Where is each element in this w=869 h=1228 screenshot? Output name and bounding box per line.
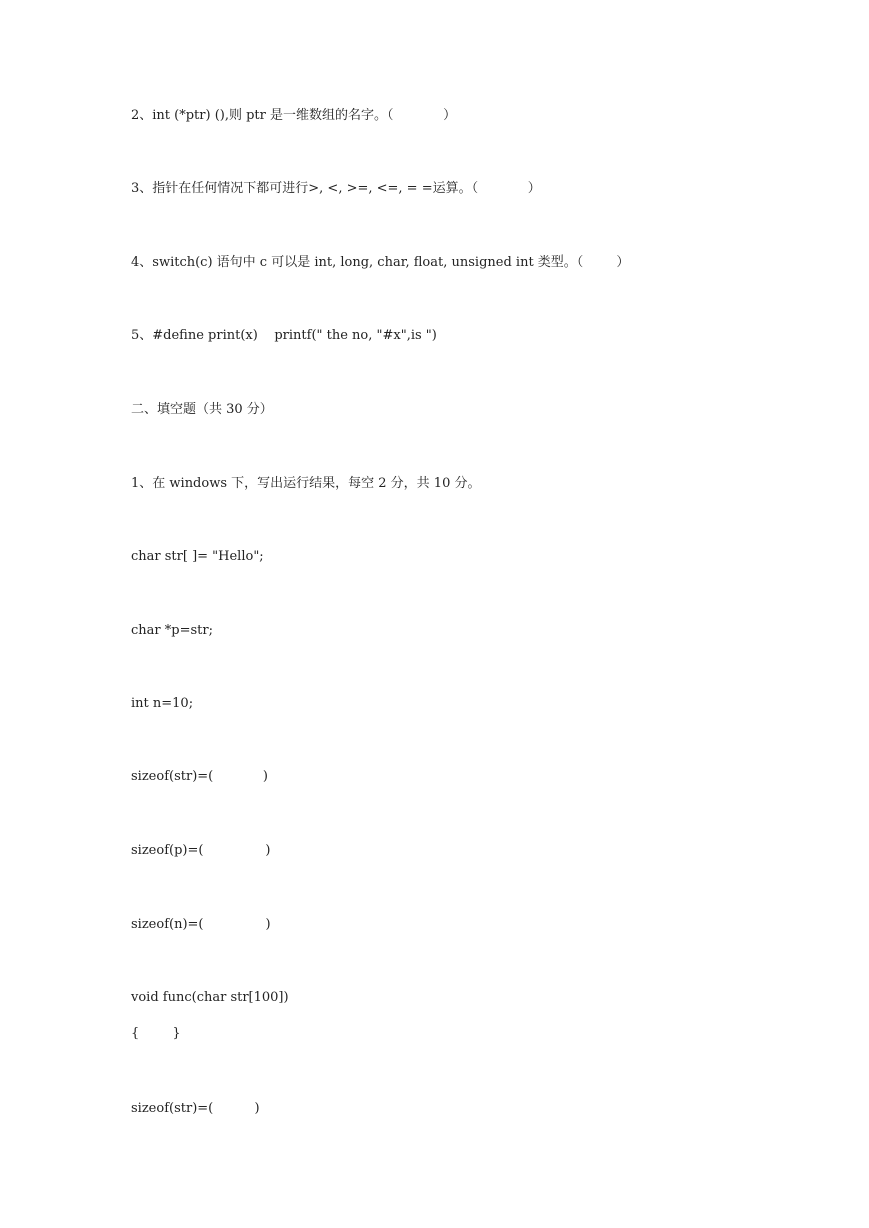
sizeof-p-blank: sizeof(p)=( )	[131, 843, 271, 858]
code-line-func-body: { }	[131, 1026, 181, 1041]
fill-in-question-1: 1、在 windows 下，写出运行结果，每空 2 分，共 10 分。	[131, 476, 481, 491]
code-line-void-func: void func(char str[100])	[131, 990, 289, 1005]
section-heading-fill-in: 二、填空题（共 30 分）	[131, 402, 273, 417]
code-line-char-pointer: char *p=str;	[131, 623, 213, 638]
question-2-true-false: 2、int (*ptr) (),则 ptr 是一维数组的名字。（ ）	[131, 108, 457, 123]
sizeof-str-in-func-blank: sizeof(str)=( )	[131, 1101, 260, 1116]
sizeof-str-blank: sizeof(str)=( )	[131, 769, 268, 784]
code-line-char-str: char str[ ]= "Hello";	[131, 549, 264, 564]
sizeof-n-blank: sizeof(n)=( )	[131, 917, 271, 932]
question-3-true-false: 3、指针在任何情况下都可进行>, <, >=, <=, = =运算。（ ）	[131, 181, 541, 196]
question-4-true-false: 4、switch(c) 语句中 c 可以是 int, long, char, float, unsigned int 类型。（ ）	[131, 255, 630, 270]
question-5-define-macro: 5、#define print(x) printf(" the no, "#x",is ")	[131, 328, 437, 343]
code-line-int-n: int n=10;	[131, 696, 194, 711]
